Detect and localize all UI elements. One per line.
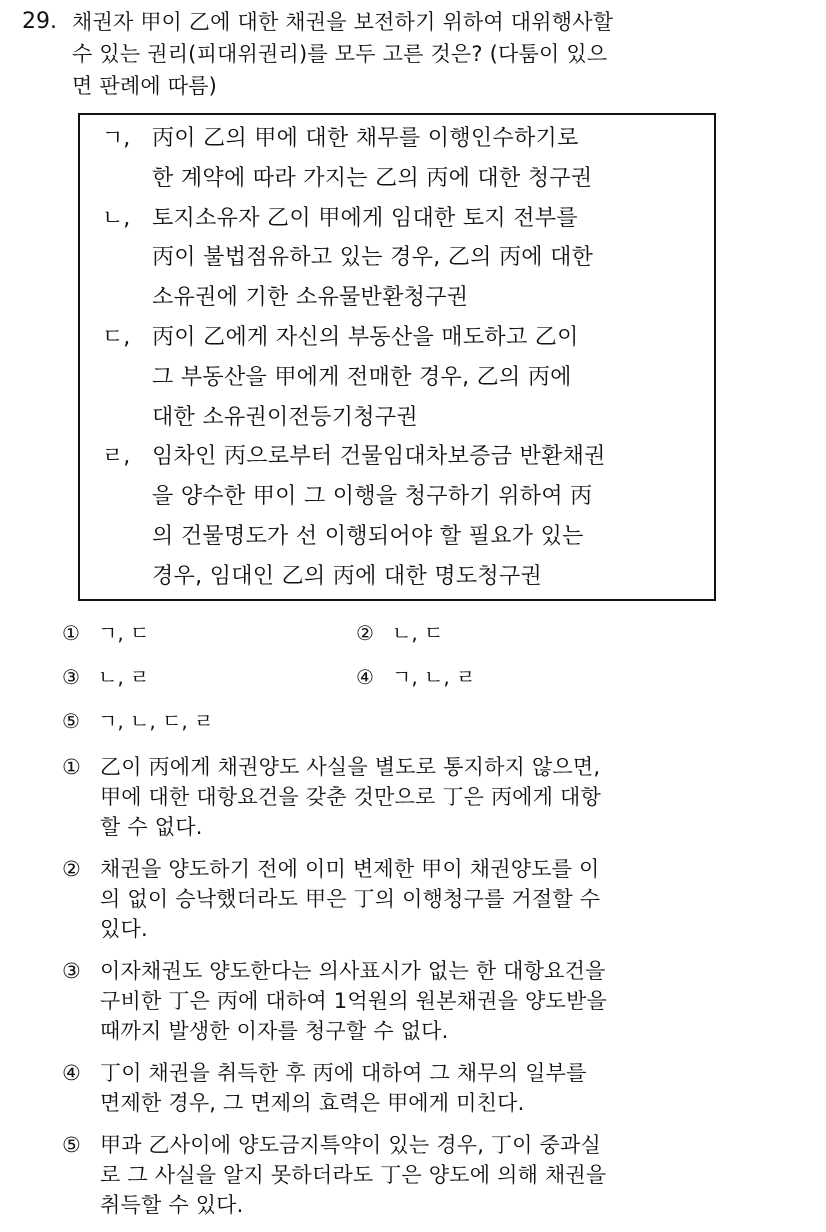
premises-box <box>78 113 716 601</box>
premise-label: ㄹ, <box>102 444 131 470</box>
choice-number: ① <box>62 621 80 645</box>
premise-da <box>80 318 714 358</box>
premise-text: 경우, 임대인 乙의 丙에 대한 명도청구권 <box>152 563 543 589</box>
premise-text: 丙이 乙의 甲에 대한 채무를 이행인수하기로 <box>152 126 579 151</box>
choice-2[interactable] <box>356 618 443 648</box>
choice-1[interactable] <box>62 618 149 648</box>
statement-number: ⑤ <box>62 1133 81 1157</box>
statement-line: 로 그 사실을 알지 못하더라도 丁은 양도에 의해 채권을 <box>100 1163 607 1187</box>
choice-3[interactable] <box>62 662 149 692</box>
statement-5[interactable] <box>62 1130 782 1220</box>
statement-line: 구비한 丁은 丙에 대하여 1억원의 원본채권을 양도받을 <box>100 989 607 1013</box>
statement-list <box>62 752 782 1232</box>
statement-line: 乙이 丙에게 채권양도 사실을 별도로 통지하지 않으면, <box>100 755 601 779</box>
premise-line <box>80 398 714 438</box>
premise-label: ㄱ, <box>102 126 131 151</box>
premise-line <box>80 557 714 597</box>
stem-line: 채권자 甲이 乙에 대한 채권을 보전하기 위하여 대위행사할 <box>72 10 614 34</box>
choice-number: ③ <box>62 665 80 689</box>
question-stem <box>72 6 802 102</box>
premise-ga <box>80 119 714 159</box>
statement-number: ② <box>62 857 81 881</box>
premise-text: 토지소유자 乙이 甲에게 임대한 토지 전부를 <box>152 205 578 231</box>
choice-5[interactable] <box>62 706 213 736</box>
choice-text: ㄴ, ㄷ <box>392 621 444 645</box>
premise-text: 소유권에 기한 소유물반환청구권 <box>152 285 469 311</box>
statement-line: 丁이 채권을 취득한 후 丙에 대하여 그 채무의 일부를 <box>100 1061 587 1085</box>
premise-label: ㄴ, <box>102 205 131 231</box>
choice-text: ㄱ, ㄷ <box>98 621 150 645</box>
premise-text: 의 건물명도가 선 이행되어야 할 필요가 있는 <box>152 523 584 549</box>
premise-na <box>80 199 714 239</box>
choice-text: ㄴ, ㄹ <box>98 665 150 689</box>
statement-number: ① <box>62 755 81 779</box>
statement-line: 채권을 양도하기 전에 이미 변제한 甲이 채권양도를 이 <box>100 857 600 881</box>
statement-4[interactable] <box>62 1058 782 1118</box>
statement-3[interactable] <box>62 956 782 1046</box>
premise-text: 그 부동산을 甲에게 전매한 경우, 乙의 丙에 <box>152 364 572 390</box>
premise-text: 丙이 불법점유하고 있는 경우, 乙의 丙에 대한 <box>152 245 594 271</box>
premise-text: 대한 소유권이전등기청구권 <box>152 404 418 430</box>
statement-2[interactable] <box>62 854 782 944</box>
statement-line: 의 없이 승낙했더라도 甲은 丁의 이행청구를 거절할 수 <box>100 887 601 911</box>
statement-line: 甲과 乙사이에 양도금지특약이 있는 경우, 丁이 중과실 <box>100 1133 601 1157</box>
choice-text: ㄱ, ㄴ, ㄷ, ㄹ <box>98 709 214 733</box>
premise-line <box>80 278 714 318</box>
premise-line <box>80 358 714 398</box>
premise-line <box>80 517 714 557</box>
statement-line: 甲에 대한 대항요건을 갖춘 것만으로 丁은 丙에게 대항 <box>100 785 601 809</box>
premise-ra <box>80 437 714 477</box>
statement-line: 할 수 없다. <box>100 815 203 839</box>
premise-line <box>80 159 714 199</box>
statement-1[interactable] <box>62 752 782 842</box>
statement-number: ③ <box>62 959 81 983</box>
premise-text: 丙이 乙에게 자신의 부동산을 매도하고 乙이 <box>152 324 579 350</box>
premise-text: 임차인 丙으로부터 건물임대차보증금 반환채권 <box>152 444 606 470</box>
statement-line: 면제한 경우, 그 면제의 효력은 甲에게 미친다. <box>100 1091 525 1115</box>
statement-number: ④ <box>62 1061 81 1085</box>
stem-line: 면 판례에 따름) <box>72 74 218 98</box>
premise-label: ㄷ, <box>102 324 131 350</box>
question-number: 29. <box>22 9 57 34</box>
choice-number: ④ <box>356 665 374 689</box>
premise-line <box>80 238 714 278</box>
stem-line: 수 있는 권리(피대위권리)를 모두 고른 것은? (다툼이 있으 <box>72 42 608 66</box>
premise-line <box>80 477 714 517</box>
premise-text: 을 양수한 甲이 그 이행을 청구하기 위하여 丙 <box>152 484 593 510</box>
choice-text: ㄱ, ㄴ, ㄹ <box>392 665 476 689</box>
premise-text: 한 계약에 따라 가지는 乙의 丙에 대한 청구권 <box>152 165 593 191</box>
statement-line: 이자채권도 양도한다는 의사표시가 없는 한 대항요건을 <box>100 959 606 983</box>
statement-line: 취득할 수 있다. <box>100 1193 244 1217</box>
choice-number: ⑤ <box>62 709 80 733</box>
choice-number: ② <box>356 621 374 645</box>
statement-line: 때까지 발생한 이자를 청구할 수 없다. <box>100 1019 449 1043</box>
statement-line: 있다. <box>100 917 148 941</box>
choice-4[interactable] <box>356 662 475 692</box>
